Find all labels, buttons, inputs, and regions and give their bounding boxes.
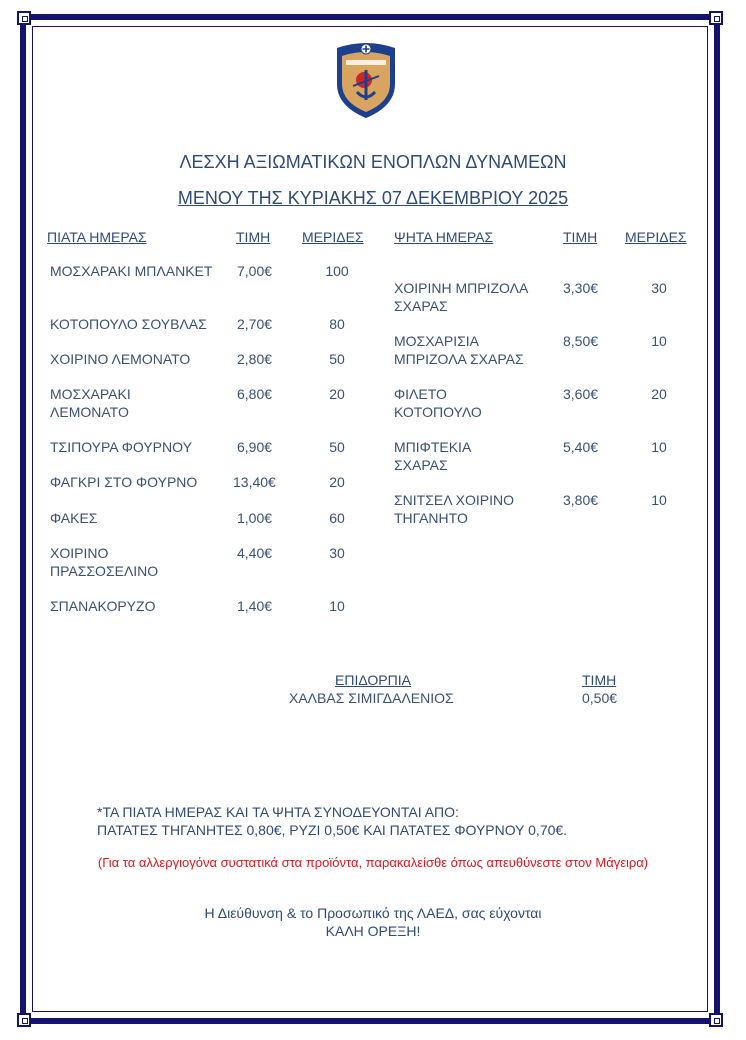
daily-dish-name: ΤΣΙΠΟΥΡΑ ΦΟΥΡΝΟΥ bbox=[50, 439, 192, 455]
grill-portions-header: ΜΕΡΙΔΕΣ bbox=[625, 229, 687, 245]
grill-dish-portions: 10 bbox=[651, 333, 667, 349]
daily-dish-portions: 80 bbox=[329, 316, 345, 332]
daily-dish-name: ΦΑΚΕΣ bbox=[50, 510, 98, 526]
daily-dish-portions: 50 bbox=[329, 439, 345, 455]
daily-dish-name: ΚΟΤΟΠΟΥΛΟ ΣΟΥΒΛΑΣ bbox=[50, 316, 207, 332]
dessert-header: ΕΠΙΔΟΡΠΙΑ bbox=[335, 672, 411, 688]
closing-line: Η Διεύθυνση & το Προσωπικό της ΛΑΕΔ, σας εύχονται bbox=[204, 905, 542, 921]
daily-dish-portions: 20 bbox=[329, 474, 345, 490]
corner-ornament bbox=[709, 11, 723, 25]
daily-dish-portions: 20 bbox=[329, 386, 345, 402]
grill-dish-name: ΜΟΣΧΑΡΙΣΙΑ ΜΠΡΙΖΟΛΑ ΣΧΑΡΑΣ bbox=[394, 333, 524, 367]
grill-dish-price: 3,80€ bbox=[563, 492, 599, 508]
dessert-item: ΧΑΛΒΑΣ ΣΙΜΙΓΔΑΛΕΝΙΟΣ bbox=[289, 690, 454, 706]
daily-dish-price: 6,90€ bbox=[237, 439, 273, 455]
daily-dish-portions: 60 bbox=[329, 510, 345, 526]
closing-line: ΚΑΛΗ ΟΡΕΞΗ! bbox=[325, 923, 421, 939]
daily-dish-price: 1,00€ bbox=[237, 510, 273, 526]
daily-dish-name: ΜΟΣΧΑΡΑΚΙ ΜΠΛΑΝΚΕΤ bbox=[50, 263, 213, 279]
dessert-price-header: ΤΙΜΗ bbox=[582, 672, 617, 688]
club-title: ΛΕΣΧΗ ΑΞΙΩΜΑΤΙΚΩΝ ΕΝΟΠΛΩΝ ΔΥΝΑΜΕΩΝ bbox=[179, 152, 567, 172]
daily-dishes-header: ΠΙΑΤΑ ΗΜΕΡΑΣ bbox=[47, 229, 147, 245]
grill-dishes-header: ΨΗΤΑ ΗΜΕΡΑΣ bbox=[394, 229, 494, 245]
daily-dish-price: 2,70€ bbox=[237, 316, 273, 332]
daily-dish-portions: 50 bbox=[329, 351, 345, 367]
daily-dish-portions: 10 bbox=[329, 598, 345, 614]
side-dishes-note bbox=[97, 803, 567, 839]
menu-date-title: ΜΕΝΟΥ ΤΗΣ ΚΥΡΙΑΚΗΣ 07 ΔΕΚΕΜΒΡΙΟΥ 2025 bbox=[177, 188, 569, 208]
grill-dish-portions: 30 bbox=[651, 280, 667, 296]
grill-price-header: ΤΙΜΗ bbox=[563, 229, 598, 245]
grill-dish-price: 3,30€ bbox=[563, 280, 599, 296]
daily-dish-name: ΧΟΙΡΙΝΟ ΠΡΑΣΣΟΣΕΛΙΝΟ bbox=[50, 545, 159, 579]
grill-dish-name: ΣΝΙΤΣΕΛ ΧΟΙΡΙΝΟ ΤΗΓΑΝΗΤΟ bbox=[394, 492, 515, 526]
daily-portions-header: ΜΕΡΙΔΕΣ bbox=[302, 229, 364, 245]
daily-price-header: ΤΙΜΗ bbox=[236, 229, 271, 245]
note-line: *ΤΑ ΠΙΑΤΑ ΗΜΕΡΑΣ ΚΑΙ ΤΑ ΨΗΤΑ ΣΥΝΟΔΕΥΟΝΤΑΙ ΑΠΟ: bbox=[97, 804, 459, 820]
daily-dish-price: 7,00€ bbox=[237, 263, 273, 279]
daily-dish-price: 1,40€ bbox=[237, 598, 273, 614]
daily-dish-name: ΜΟΣΧΑΡΑΚΙ ΛΕΜΟΝΑΤΟ bbox=[50, 386, 131, 420]
daily-dish-price: 6,80€ bbox=[237, 386, 273, 402]
grill-dish-name: ΜΠΙΦΤΕΚΙΑ ΣΧΑΡΑΣ bbox=[394, 439, 471, 473]
dessert-price: 0,50€ bbox=[582, 690, 618, 706]
corner-ornament bbox=[709, 1013, 723, 1027]
club-emblem-logo bbox=[331, 40, 401, 120]
grill-dish-name: ΦΙΛΕΤΟ ΚΟΤΟΠΟΥΛΟ bbox=[394, 386, 482, 420]
allergy-notice: (Για τα αλλεργιογόνα συστατικά στα προϊόντα, παρακαλείσθε όπως απευθύνεστε στον Μάγειρα) bbox=[97, 855, 649, 870]
grill-dish-price: 5,40€ bbox=[563, 439, 599, 455]
grill-dish-name: ΧΟΙΡΙΝΗ ΜΠΡΙΖΟΛΑ ΣΧΑΡΑΣ bbox=[394, 280, 528, 314]
daily-dish-price: 4,40€ bbox=[237, 545, 273, 561]
daily-dish-portions: 100 bbox=[325, 263, 349, 279]
grill-dish-portions: 10 bbox=[651, 439, 667, 455]
daily-dish-price: 13,40€ bbox=[233, 474, 276, 490]
corner-ornament bbox=[17, 11, 31, 25]
note-line: ΠΑΤΑΤΕΣ ΤΗΓΑΝΗΤΕΣ 0,80€, ΡΥΖΙ 0,50€ ΚΑΙ ΠΑΤΑΤΕΣ ΦΟΥΡΝΟΥ 0,70€. bbox=[97, 822, 568, 838]
daily-dish-name: ΣΠΑΝΑΚΟΡΥΖΟ bbox=[50, 598, 156, 614]
closing-message bbox=[0, 904, 746, 940]
grill-dish-portions: 10 bbox=[651, 492, 667, 508]
corner-ornament bbox=[17, 1013, 31, 1027]
daily-dish-price: 2,80€ bbox=[237, 351, 273, 367]
daily-dish-name: ΦΑΓΚΡΙ ΣΤΟ ΦΟΥΡΝΟ bbox=[50, 474, 198, 490]
grill-dish-portions: 20 bbox=[651, 386, 667, 402]
grill-dish-price: 3,60€ bbox=[563, 386, 599, 402]
grill-dish-price: 8,50€ bbox=[563, 333, 599, 349]
daily-dish-name: ΧΟΙΡΙΝΟ ΛΕΜΟΝΑΤΟ bbox=[50, 351, 191, 367]
daily-dish-portions: 30 bbox=[329, 545, 345, 561]
